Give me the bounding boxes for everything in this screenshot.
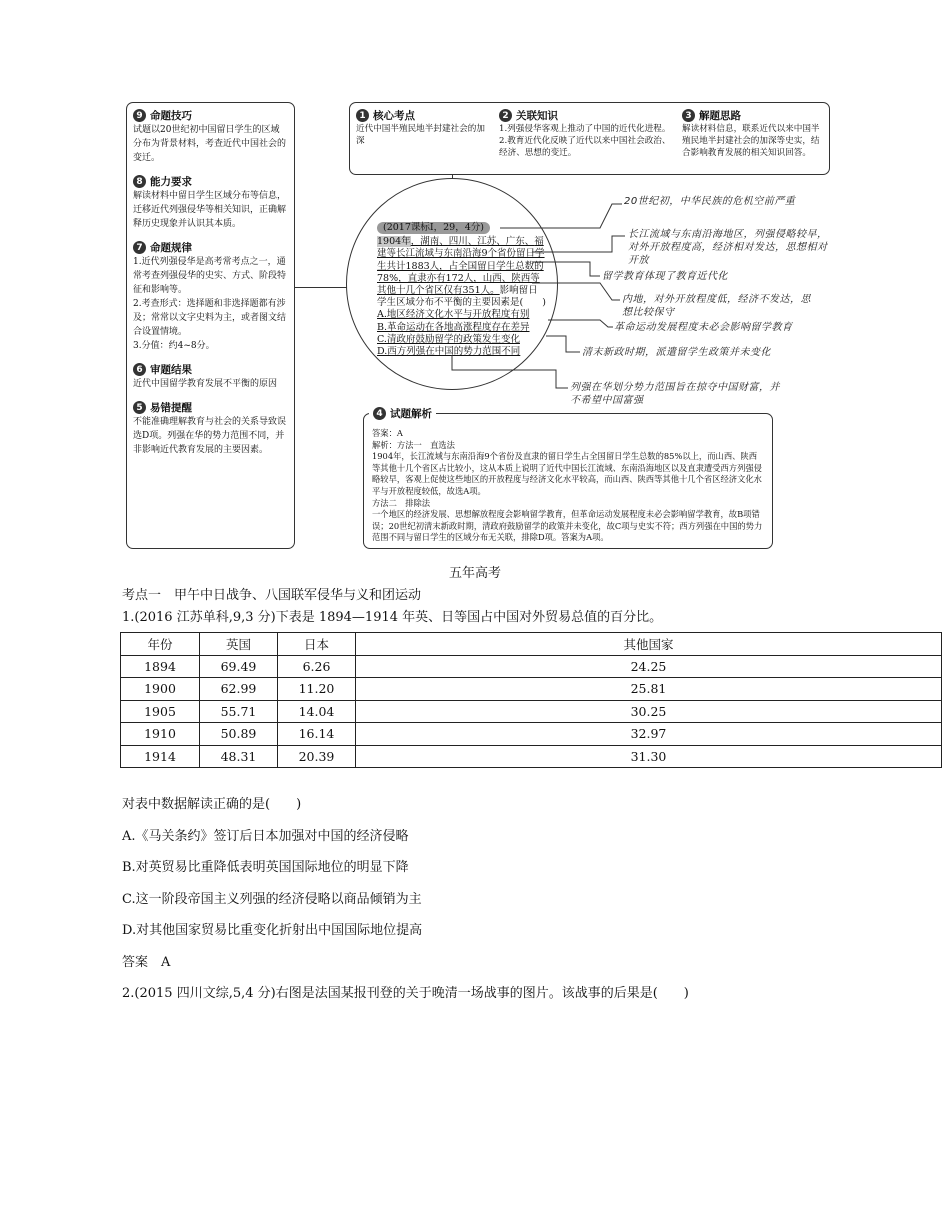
stem-part: 福建等长江流域与东南沿海9个省份留日学生共计1883人，占全国留日学生总数的78%，直隶亦有172人，山西、陕西等其他十几个省区仅有351人。 [377, 236, 545, 297]
section-text: 解读材料中留日学生区域分布等信息，迁移近代列强侵华等相关知识，正确解释历史现象并认识其本质。 [133, 191, 287, 229]
section-text: 试题以20世纪初中国留日学生的区域分布为背景材料，考查近代中国社会的变迁。 [133, 125, 287, 163]
item-text: 近代中国半殖民地半封建社会的加深 [356, 124, 485, 146]
handwritten-note: 清末新政时期，派遣留学生政策并未变化 [582, 347, 771, 358]
section-title: 命题技巧 [150, 110, 192, 122]
section-title: 易错提醒 [150, 402, 192, 414]
table-header-cell: 其他国家 [356, 633, 942, 656]
table-cell: 1914 [121, 745, 200, 768]
table-header-cell: 年份 [121, 633, 200, 656]
option-b: B.对英贸易比重降低表明英国国际地位的明显下降 [122, 860, 409, 875]
number-badge: 6 [133, 363, 146, 376]
option: D.西方列强在中国的势力范围不同 [377, 346, 521, 358]
item-title: 解题思路 [699, 110, 741, 122]
trade-table [120, 632, 942, 768]
method-two-text: 一个地区的经济发展、思想解放程度会影响留学教育，但革命运动发展程度未必会影响留学教育，故B项错误；20世纪初清末新政时期，清政府鼓励留学的政策并未变化，故C项与史实不符；西方列强在中国的势力范围不同与留日学生的区域分布无关联，排除D项。答案为A项。 [372, 509, 763, 543]
section-text: 近代中国留学教育发展不平衡的原因 [133, 379, 278, 389]
number-badge: 1 [356, 109, 369, 122]
question-2-stem: 2.(2015 四川文综,5,4 分)右图是法国某报刊登的关于晚清一场战事的图片。该战事的后果是( ) [122, 986, 689, 1001]
item-title: 核心考点 [373, 110, 415, 122]
table-cell: 48.31 [200, 745, 278, 768]
table-row [121, 655, 942, 678]
number-badge: 2 [499, 109, 512, 122]
section-text: 不能准确理解教育与社会的关系导致误选D项。列强在华的势力范围不同，并非影响近代教育发展的主要因素。 [133, 417, 287, 455]
handwritten-note: 革命运动发展程度未必会影响留学教育 [614, 322, 793, 333]
table-header-cell: 日本 [278, 633, 356, 656]
option-a: A.《马关条约》签订后日本加强对中国的经济侵略 [122, 829, 409, 844]
section-title: 审题结果 [150, 364, 192, 376]
handwritten-note: 长江流域与东南沿海地区，列强侵略较早，对外开放程度高，经济相对发达，思想相对开放 [628, 229, 828, 266]
analysis-box [363, 413, 773, 549]
option-c: C.这一阶段帝国主义列强的经济侵略以商品倾销为主 [122, 892, 422, 907]
table-cell: 6.26 [278, 655, 356, 678]
table-cell: 25.81 [356, 678, 942, 701]
question-1-stem: 1.(2016 江苏单科,9,3 分)下表是 1894—1914 年英、日等国占中国对外贸易总值的百分比。 [122, 610, 663, 625]
table-cell: 31.30 [356, 745, 942, 768]
section-text: 1.近代列强侵华是高考常考点之一，通常考查列强侵华的史实、方式、阶段特征和影响等。 2.考查形式：选择题和非选择题都有涉及；常常以文字史料为主，或者图文结合设置情境。 3.分值：约4~8分。 [133, 257, 287, 351]
method-one-text: 1904年，长江流域与东南沿海9个省份及直隶的留日学生占全国留日学生总数的85%以上，而山西、陕西等其他十几个省区占比较小，这从本质上说明了近代中国长江流域、东南沿海地区以及直隶遭受西方列强侵略较早，客观上促使这些地区的开放程度与经济文化水平较高，而山西、陕西等其他十几个省区经济文化水平与开放程度较低，故选A项。 [372, 451, 762, 496]
table-cell: 16.14 [278, 723, 356, 746]
option-d: D.对其他国家贸易比重变化折射出中国国际地位提高 [122, 923, 423, 938]
handwritten-note: 列强在华划分势力范围旨在掠夺中国财富，并不希望中国富强 [570, 382, 780, 406]
table-cell: 30.25 [356, 700, 942, 723]
question-source: (2017课标Ⅰ，29，4分) [377, 222, 490, 234]
number-badge: 7 [133, 241, 146, 254]
number-badge: 8 [133, 175, 146, 188]
analysis-title: 试题解析 [390, 408, 432, 420]
answer-line: 答案：A [372, 428, 403, 438]
option: A.地区经济文化水平与开放程度有别 [377, 309, 530, 321]
question-1-prompt: 对表中数据解读正确的是( ) [122, 797, 302, 812]
section-title: 能力要求 [150, 176, 192, 188]
table-row [121, 745, 942, 768]
table-row [121, 723, 942, 746]
analysis-header [369, 406, 436, 421]
handwritten-note: 20世纪初，中华民族的危机空前严重 [624, 196, 796, 207]
item-text: 1.列强侵华客观上推动了中国的近代化进程。 2.教育近代化反映了近代以来中国社会政治、经济、思想的变迁。 [499, 124, 671, 158]
table-row [121, 700, 942, 723]
method-two-title: 方法二 排除法 [372, 497, 431, 508]
stem-part: 影响留日学生区域分布不平衡的主要因素是( ) [377, 285, 546, 309]
stem-highlight: 1904年 [377, 236, 411, 248]
table-header-row [121, 633, 942, 656]
number-badge: 9 [133, 109, 146, 122]
stem-part: ，湖南、四川、江苏、广东、 [410, 236, 535, 248]
table-cell: 1905 [121, 700, 200, 723]
handwritten-note: 内地，对外开放程度低，经济不发达，思想比较保守 [622, 294, 811, 318]
table-cell: 55.71 [200, 700, 278, 723]
table-cell: 20.39 [278, 745, 356, 768]
table-cell: 69.49 [200, 655, 278, 678]
table-cell: 11.20 [278, 678, 356, 701]
method-one-title: 解析：方法一 直选法 [372, 439, 455, 450]
table-header-cell: 英国 [200, 633, 278, 656]
handwritten-note: 留学教育体现了教育近代化 [602, 271, 728, 282]
question-1-answer: 答案 A [122, 955, 171, 970]
table-row [121, 678, 942, 701]
item-text: 解读材料信息，联系近代以来中国半殖民地半封建社会的加深等史实，结合影响教育发展的相关知识回答。 [682, 124, 820, 158]
number-badge: 3 [682, 109, 695, 122]
table-cell: 1900 [121, 678, 200, 701]
table-cell: 32.97 [356, 723, 942, 746]
kaodian-title: 考点一 甲午中日战争、八国联军侵华与义和团运动 [122, 588, 422, 603]
item-title: 关联知识 [516, 110, 558, 122]
number-badge: 4 [373, 407, 386, 420]
table-cell: 1910 [121, 723, 200, 746]
table-cell: 50.89 [200, 723, 278, 746]
option: C.清政府鼓励留学的政策发生变化 [377, 333, 520, 345]
table-cell: 14.04 [278, 700, 356, 723]
option: B.革命运动在各地高涨程度存在差异 [377, 321, 530, 333]
number-badge: 5 [133, 401, 146, 414]
section-title: 命题规律 [150, 242, 192, 254]
section-heading: 五年高考 [448, 566, 501, 581]
table-cell: 62.99 [200, 678, 278, 701]
table-cell: 1894 [121, 655, 200, 678]
table-cell: 24.25 [356, 655, 942, 678]
